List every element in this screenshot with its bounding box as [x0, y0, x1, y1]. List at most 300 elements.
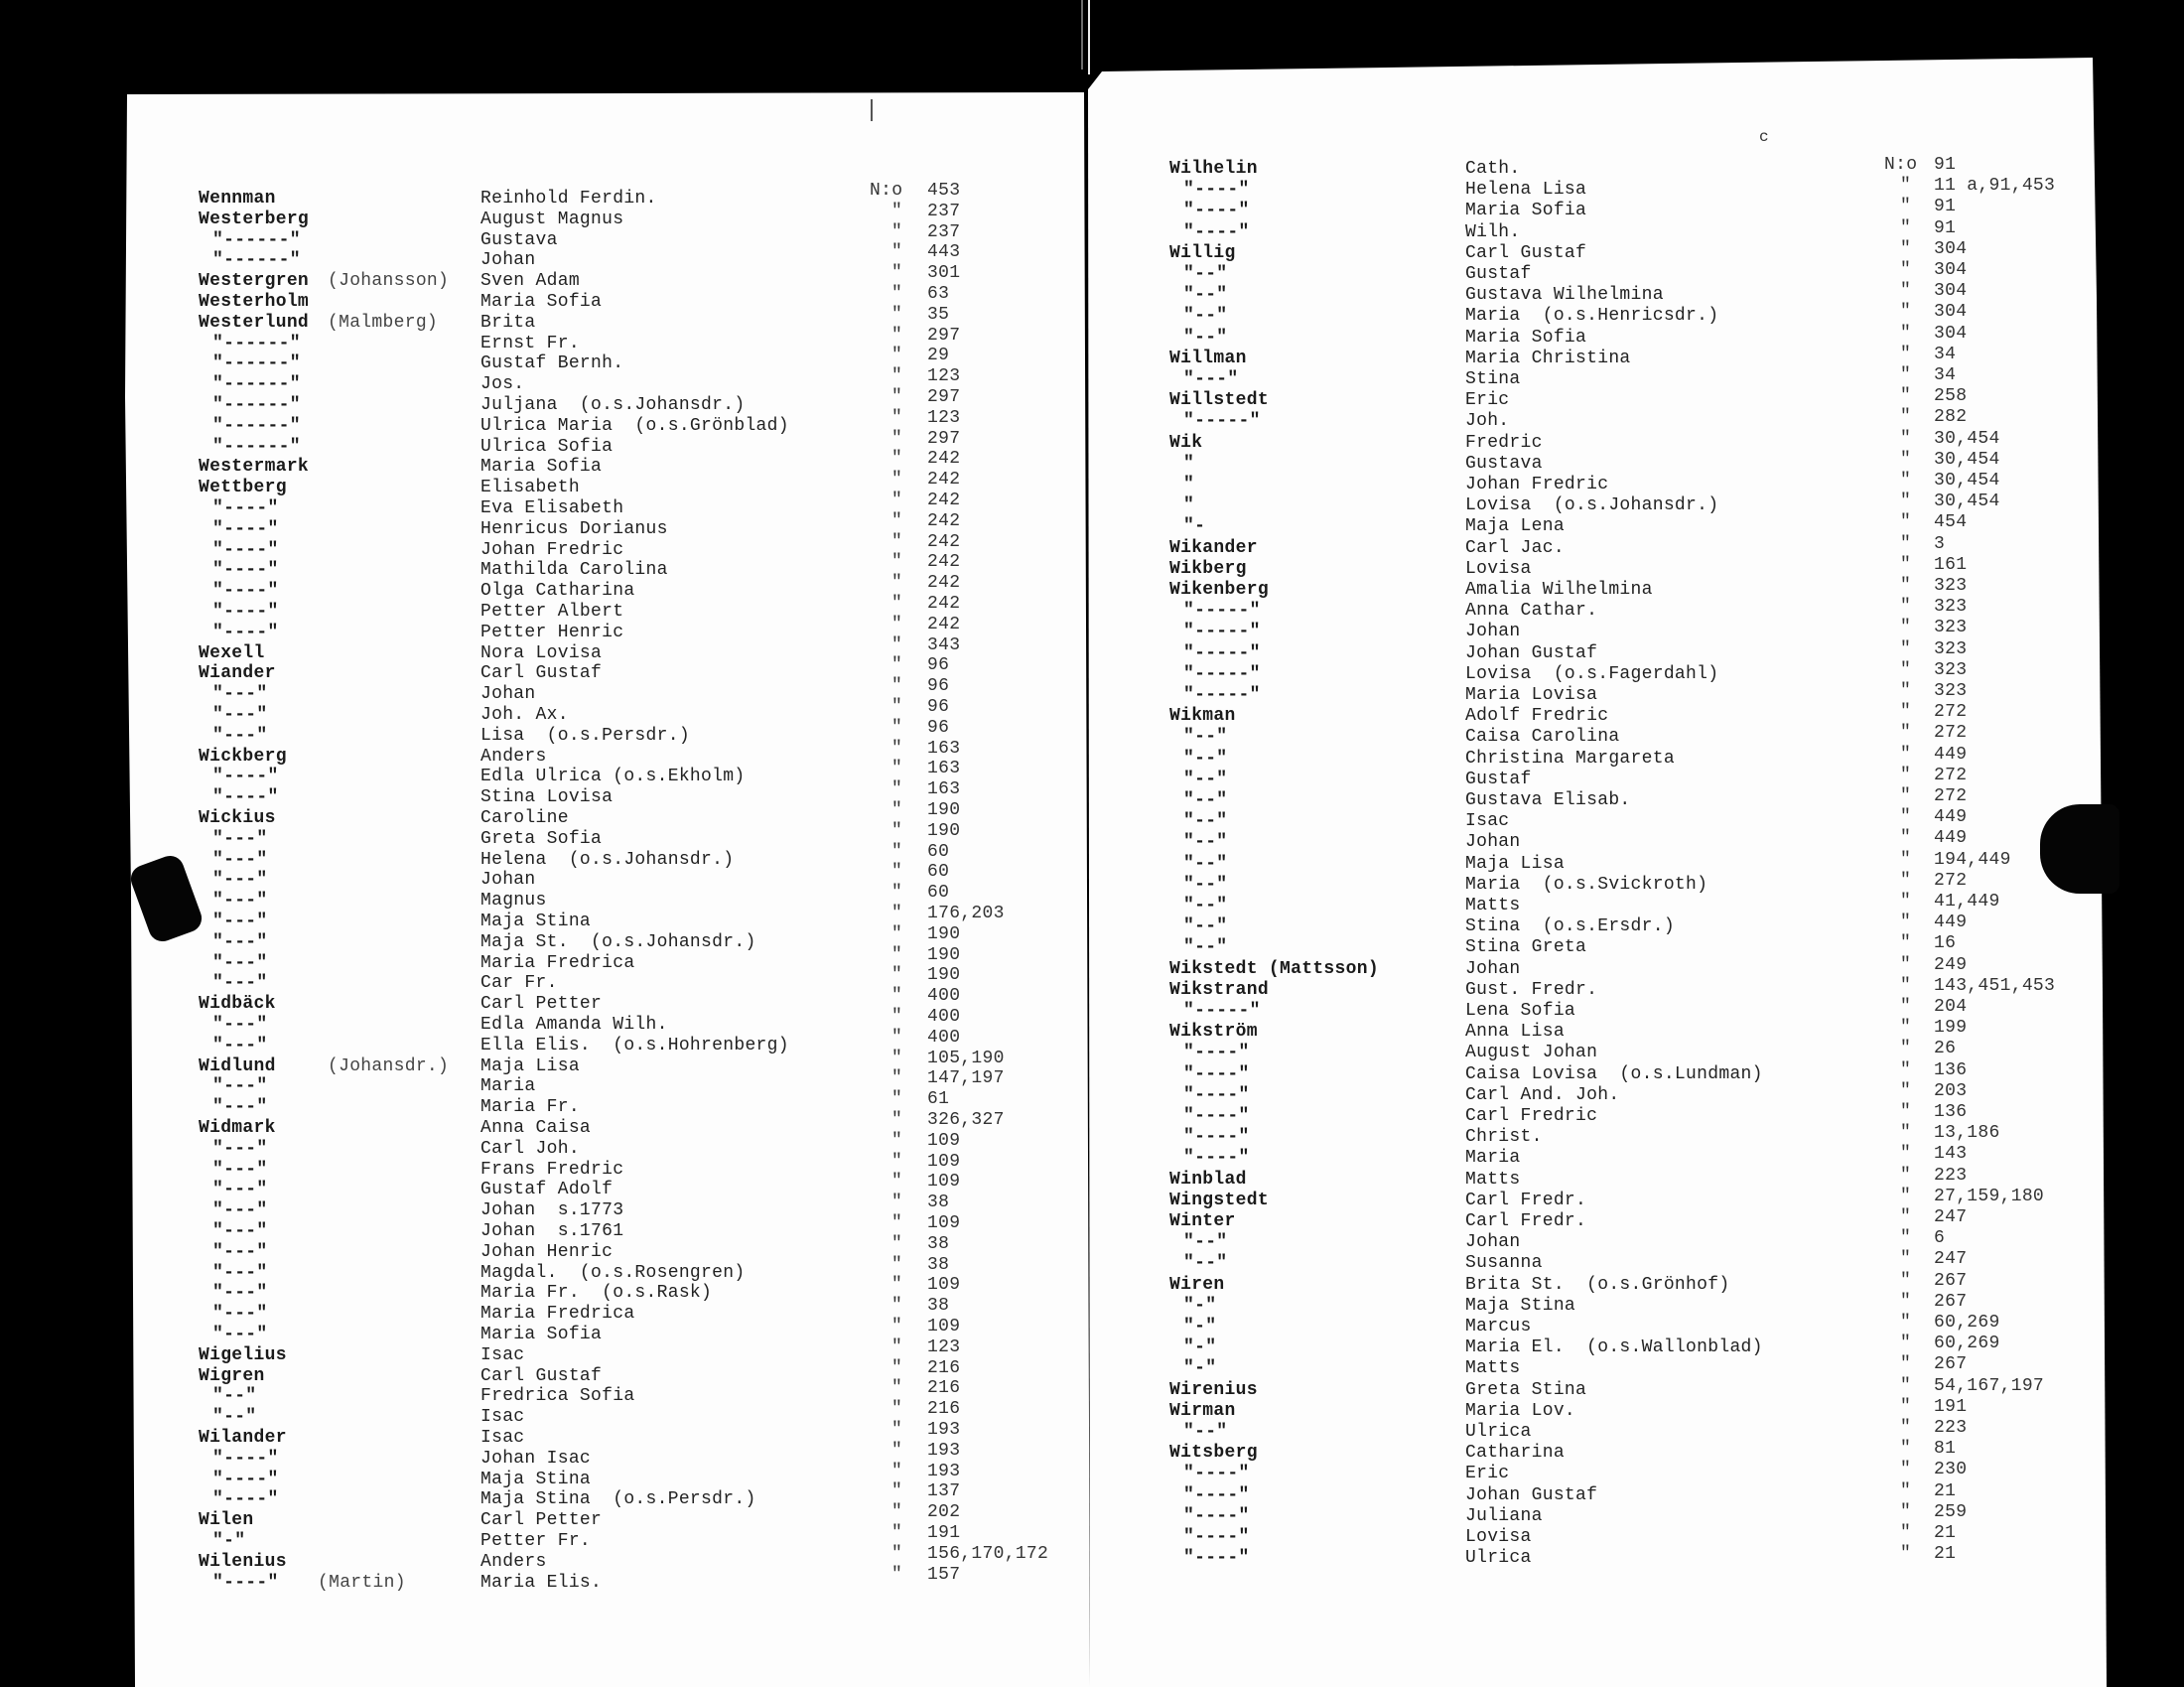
entry-given-name: Maria Lov.: [1465, 1400, 1576, 1421]
entry-no-marker: ": [891, 676, 903, 697]
entry-given-name: Magdal. (o.s.Rosengren): [480, 1262, 746, 1283]
entry-reference-number: 323: [1934, 659, 1968, 680]
entry-surname: "--": [1183, 832, 1228, 853]
entry-surname-note: (Johansson): [328, 271, 450, 292]
entry-no-marker: ": [1900, 1059, 1912, 1080]
entry-reference-number: 190: [927, 944, 961, 965]
entry-surname: "----": [1183, 1127, 1250, 1148]
entry-surname: "----": [212, 498, 279, 518]
entry-no-marker: ": [891, 1151, 903, 1172]
entry-reference-number: 123: [927, 407, 961, 428]
entry-no-marker: ": [1900, 512, 1912, 533]
entry-no-marker: ": [891, 1254, 903, 1275]
entry-given-name: Henricus Dorianus: [480, 518, 668, 539]
entry-no-marker: ": [891, 738, 903, 759]
entry-reference-number: 29: [927, 346, 950, 366]
entry-surname: "-----": [1183, 601, 1261, 622]
entry-reference-number: 304: [1934, 260, 1968, 280]
entry-reference-number: 242: [927, 470, 961, 491]
entry-surname: "-----": [1183, 622, 1261, 642]
entry-no-marker: ": [891, 1461, 903, 1481]
entry-no-marker: ": [1900, 1501, 1912, 1522]
entry-given-name: Matts: [1465, 1169, 1521, 1190]
entry-reference-number: 109: [927, 1317, 961, 1336]
entry-no-marker: ": [1900, 1291, 1912, 1312]
entry-reference-number: 191: [927, 1523, 961, 1543]
entry-surname: "----": [1183, 180, 1250, 201]
entry-no-marker: ": [891, 573, 903, 594]
entry-given-name: Maria Sofia: [1465, 327, 1587, 348]
entry-surname: Wilen: [199, 1510, 254, 1531]
entry-no-marker: ": [1900, 449, 1912, 470]
entry-given-name: Christ.: [1465, 1127, 1543, 1148]
entry-given-name: Magnus: [480, 891, 547, 912]
entry-reference-number: 216: [927, 1357, 961, 1378]
entry-reference-number: 11 a,91,453: [1934, 176, 2056, 197]
entry-given-name: Maria Sofia: [480, 457, 603, 478]
entry-reference-number: 26: [1934, 1039, 1957, 1059]
entry-given-name: Gustava Wilhelmina: [1465, 285, 1664, 306]
entry-surname: Wikenberg: [1169, 580, 1269, 600]
entry-given-name: Caisa Carolina: [1465, 727, 1620, 748]
entry-no-marker: ": [1900, 1018, 1912, 1039]
entry-surname: "---": [212, 1304, 268, 1325]
entry-given-name: Maja Lisa: [480, 1055, 580, 1076]
entry-reference-number: 60,269: [1934, 1313, 2000, 1333]
entry-surname: "---": [212, 1221, 268, 1241]
entry-given-name: Isac: [480, 1344, 525, 1365]
entry-surname: Westerberg: [199, 209, 310, 229]
entry-surname: "-": [212, 1531, 246, 1551]
entry-no-marker: ": [1900, 492, 1912, 512]
entry-given-name: Petter Albert: [480, 602, 624, 622]
entry-no-marker: ": [891, 510, 903, 531]
entry-reference-number: 136: [1934, 1102, 1968, 1122]
entry-surname: "----": [212, 622, 279, 642]
entry-surname: Westerholm: [199, 292, 310, 312]
entry-no-marker: ": [891, 304, 903, 325]
entry-no-marker: ": [1900, 997, 1912, 1017]
entry-no-marker: ": [1900, 765, 1912, 785]
entry-surname: "--": [1183, 748, 1228, 769]
entry-surname: "----": [212, 1469, 279, 1489]
entry-surname: "---": [212, 1180, 268, 1200]
entry-no-marker: ": [1900, 176, 1912, 197]
entry-no-marker: ": [891, 717, 903, 738]
entry-reference-number: 216: [927, 1399, 961, 1420]
entry-reference-number: 91: [1934, 217, 1957, 238]
entry-reference-number: 242: [927, 491, 961, 510]
entry-reference-number: 304: [1934, 323, 1968, 344]
entry-reference-number: 247: [1934, 1249, 1968, 1270]
entry-given-name: Maria Fr. (o.s.Rask): [480, 1283, 713, 1304]
entry-surname: Winblad: [1169, 1169, 1247, 1190]
entry-given-name: Ulrica Sofia: [480, 436, 614, 457]
entry-surname: "----": [1183, 1484, 1250, 1505]
entry-surname: "----": [212, 581, 279, 602]
entry-no-marker: ": [1900, 786, 1912, 806]
entry-no-marker: ": [1900, 365, 1912, 385]
entry-reference-number: 96: [927, 655, 950, 676]
entry-reference-number: 16: [1934, 933, 1957, 954]
entry-given-name: Lovisa: [1465, 558, 1532, 579]
entry-surname: "----": [212, 560, 279, 581]
entry-reference-number: 30,454: [1934, 492, 2000, 512]
entry-reference-number: 30,454: [1934, 471, 2000, 491]
entry-given-name: Nora Lovisa: [480, 642, 603, 663]
entry-surname: ": [1183, 453, 1195, 474]
entry-surname: "---": [212, 725, 268, 746]
entry-surname: "----": [1183, 1063, 1250, 1084]
entry-given-name: Carl Gustaf: [480, 1365, 603, 1386]
entry-reference-number: 323: [1934, 638, 1968, 659]
entry-reference-number: 81: [1934, 1439, 1957, 1460]
entry-given-name: Reinhold Ferdin.: [480, 189, 657, 209]
entry-no-marker: ": [1900, 217, 1912, 238]
entry-given-name: Maria Lovisa: [1465, 685, 1598, 705]
entry-reference-number: 176,203: [927, 904, 1005, 923]
entry-given-name: Johan Henric: [480, 1241, 614, 1262]
entry-given-name: Carl Petter: [480, 1510, 603, 1531]
entry-no-marker: ": [1900, 1186, 1912, 1206]
entry-no-marker: ": [1900, 1039, 1912, 1059]
entry-surname: "---": [212, 952, 268, 973]
entry-reference-number: 449: [1934, 744, 1968, 765]
entry-reference-number: 242: [927, 531, 961, 552]
entry-no-marker: ": [891, 1399, 903, 1420]
entry-reference-number: 38: [927, 1296, 950, 1317]
entry-reference-number: 27,159,180: [1934, 1186, 2045, 1206]
entry-reference-number: 297: [927, 325, 961, 346]
entry-surname: Wilenius: [199, 1551, 287, 1572]
entry-given-name: Lovisa: [1465, 1527, 1532, 1547]
entry-no-marker: ": [1900, 849, 1912, 870]
entry-surname: "----": [1183, 1527, 1250, 1547]
entry-surname: Witsberg: [1169, 1443, 1258, 1464]
entry-surname: Wirenius: [1169, 1379, 1258, 1400]
entry-surname: "----": [212, 1448, 279, 1469]
entry-reference-number: 247: [1934, 1207, 1968, 1227]
entry-reference-number: 38: [927, 1254, 950, 1275]
entry-surname: "--": [1183, 1232, 1228, 1253]
entry-given-name: Johan s.1761: [480, 1221, 624, 1241]
entry-surname: "--": [212, 1407, 257, 1428]
entry-reference-number: 63: [927, 284, 950, 304]
entry-reference-number: 304: [1934, 238, 1968, 259]
entry-reference-number: 96: [927, 717, 950, 738]
entry-reference-number: 163: [927, 738, 961, 759]
entry-reference-number: 91: [1934, 155, 1957, 175]
right-binder-clip: [2040, 804, 2119, 894]
entry-surname: Wikström: [1169, 1022, 1258, 1043]
entry-surname: "---": [212, 1325, 268, 1344]
entry-given-name: Greta Stina: [1465, 1379, 1587, 1400]
entry-no-marker: ": [891, 407, 903, 428]
entry-surname: "---": [212, 973, 268, 994]
entry-given-name: Johan s.1773: [480, 1200, 624, 1221]
entry-reference-number: 242: [927, 614, 961, 634]
entry-given-name: August Magnus: [480, 209, 624, 229]
entry-given-name: Johan: [1465, 1232, 1521, 1253]
entry-given-name: Olga Catharina: [480, 581, 635, 602]
entry-reference-number: 272: [1934, 786, 1968, 806]
entry-surname: Willstedt: [1169, 390, 1269, 411]
entry-given-name: Johan: [480, 870, 536, 891]
entry-given-name: Stina Lovisa: [480, 787, 614, 808]
entry-no-marker: ": [891, 923, 903, 944]
entry-given-name: Maria Fredrica: [480, 1304, 635, 1325]
entry-given-name: Maria Christina: [1465, 348, 1631, 368]
entry-given-name: Lisa (o.s.Persdr.): [480, 725, 690, 746]
entry-given-name: Carl Petter: [480, 994, 603, 1015]
entry-no-marker: ": [891, 759, 903, 779]
entry-reference-number: 242: [927, 594, 961, 614]
entry-surname: "--": [1183, 937, 1228, 958]
entry-surname: "------": [212, 229, 301, 250]
entry-surname: "------": [212, 353, 301, 374]
entry-no-marker: ": [891, 883, 903, 904]
entry-surname: "--": [1183, 727, 1228, 748]
entry-no-marker: ": [891, 449, 903, 470]
entry-no-marker: ": [1900, 1375, 1912, 1396]
entry-surname: Winter: [1169, 1211, 1236, 1231]
entry-surname: "-: [1183, 516, 1206, 537]
entry-reference-number: 242: [927, 552, 961, 573]
entry-reference-number: 249: [1934, 954, 1968, 975]
entry-given-name: Gustava: [1465, 453, 1543, 474]
entry-no-marker: ": [891, 1440, 903, 1461]
entry-surname: "--": [1183, 285, 1228, 306]
entry-surname: "---": [212, 1200, 268, 1221]
entry-surname-note: (Johansdr.): [328, 1055, 450, 1076]
entry-reference-number: 143,451,453: [1934, 975, 2056, 996]
entry-no-marker: ": [1900, 1102, 1912, 1122]
entry-no-marker: ": [891, 655, 903, 676]
entry-given-name: Johan: [1465, 832, 1521, 853]
entry-reference-number: 13,186: [1934, 1123, 2000, 1144]
entry-no-marker: ": [891, 634, 903, 655]
entry-no-marker: ": [1900, 744, 1912, 765]
entry-reference-number: 267: [1934, 1270, 1968, 1291]
entry-reference-number: 272: [1934, 765, 1968, 785]
entry-given-name: Fredrica Sofia: [480, 1386, 635, 1407]
entry-given-name: Stina Greta: [1465, 937, 1587, 958]
entry-reference-number: 304: [1934, 302, 1968, 323]
entry-no-marker: ": [891, 1523, 903, 1543]
entry-reference-number: 109: [927, 1130, 961, 1151]
entry-reference-number: 190: [927, 800, 961, 820]
entry-no-marker: ": [1900, 597, 1912, 618]
entry-no-marker: ": [1900, 1165, 1912, 1186]
entry-surname: "--": [1183, 769, 1228, 789]
entry-surname: "--": [1183, 916, 1228, 937]
entry-given-name: Maria Sofia: [480, 292, 603, 312]
entry-reference-number: 191: [1934, 1396, 1968, 1417]
entry-reference-number: 60: [927, 841, 950, 862]
entry-reference-number: 323: [1934, 681, 1968, 701]
entry-no-marker: ": [891, 1172, 903, 1193]
entry-given-name: Elisabeth: [480, 478, 580, 498]
entry-reference-number: 156,170,172: [927, 1543, 1049, 1564]
entry-given-name: Johan Gustaf: [1465, 642, 1598, 663]
entry-given-name: Greta Sofia: [480, 828, 603, 849]
entry-no-marker: ": [1900, 1080, 1912, 1101]
entry-reference-number: 21: [1934, 1480, 1957, 1501]
entry-surname: "--": [1183, 790, 1228, 810]
entry-surname: "----": [212, 767, 279, 787]
entry-given-name: Eric: [1465, 390, 1510, 411]
entry-no-marker: ": [891, 1233, 903, 1254]
entry-reference-number: 400: [927, 1007, 961, 1027]
entry-no-marker: ": [891, 263, 903, 284]
entry-surname: "--": [1183, 327, 1228, 348]
entry-given-name: Anna Lisa: [1465, 1022, 1565, 1043]
entry-given-name: Maria (o.s.Henricsdr.): [1465, 306, 1719, 327]
entry-no-marker: ": [1900, 386, 1912, 407]
entry-reference-number: 304: [1934, 281, 1968, 302]
entry-reference-number: 163: [927, 759, 961, 779]
entry-reference-number: 190: [927, 820, 961, 841]
entry-given-name: Maria: [1465, 1148, 1521, 1169]
entry-no-marker: ": [891, 1130, 903, 1151]
entry-no-marker: ": [891, 779, 903, 800]
entry-reference-number: 242: [927, 573, 961, 594]
entry-surname: "---": [212, 1241, 268, 1262]
entry-reference-number: 38: [927, 1233, 950, 1254]
entry-no-marker: ": [891, 221, 903, 242]
entry-no-marker: N:o: [870, 181, 903, 201]
entry-reference-number: 105,190: [927, 1048, 1005, 1068]
entry-given-name: Anders: [480, 1551, 547, 1572]
entry-no-marker: ": [891, 1275, 903, 1296]
entry-given-name: Ernst Fr.: [480, 333, 580, 353]
entry-given-name: Joh.: [1465, 411, 1510, 432]
entry-reference-number: 343: [927, 634, 961, 655]
entry-reference-number: 199: [1934, 1018, 1968, 1039]
entry-surname: Wettberg: [199, 478, 287, 498]
entry-given-name: Maja Lisa: [1465, 853, 1565, 874]
entry-given-name: Maja St. (o.s.Johansdr.): [480, 931, 756, 952]
entry-surname: "--": [212, 1386, 257, 1407]
entry-no-marker: ": [1900, 870, 1912, 891]
entry-surname: "-----": [1183, 1001, 1261, 1021]
entry-given-name: Edla Amanda Wilh.: [480, 1015, 668, 1035]
entry-surname: "----": [1183, 1148, 1250, 1169]
entry-given-name: Johan: [480, 250, 536, 271]
entry-given-name: Brita St. (o.s.Grönhof): [1465, 1274, 1730, 1295]
entry-reference-number: 147,197: [927, 1068, 1005, 1089]
entry-given-name: Lena Sofia: [1465, 1001, 1576, 1021]
entry-reference-number: 216: [927, 1378, 961, 1399]
entry-reference-number: 157: [927, 1564, 961, 1585]
entry-given-name: Anna Cathar.: [1465, 601, 1598, 622]
entry-surname: Wexell: [199, 642, 265, 663]
entry-reference-number: 282: [1934, 407, 1968, 428]
entry-reference-number: 34: [1934, 344, 1957, 364]
entry-surname-note: (Malmberg): [328, 312, 439, 333]
entry-given-name: Carl Gustaf: [480, 663, 603, 684]
entry-reference-number: 237: [927, 221, 961, 242]
entry-surname: Wingstedt: [1169, 1190, 1269, 1210]
entry-no-marker: ": [891, 904, 903, 923]
entry-no-marker: ": [891, 1502, 903, 1523]
entry-surname: "----": [1183, 221, 1250, 242]
entry-surname: Wickius: [199, 808, 276, 828]
entry-surname: Wikstrand: [1169, 979, 1269, 1000]
entry-given-name: Juljana (o.s.Johansdr.): [480, 395, 746, 415]
entry-given-name: Carl Fredric: [1465, 1106, 1598, 1126]
entry-given-name: Isac: [480, 1428, 525, 1448]
entry-given-name: Marcus: [1465, 1317, 1532, 1336]
entry-given-name: Stina (o.s.Ersdr.): [1465, 916, 1675, 937]
entry-given-name: Maja Stina (o.s.Persdr.): [480, 1489, 756, 1510]
entry-reference-number: 109: [927, 1172, 961, 1193]
entry-given-name: Johan: [1465, 622, 1521, 642]
entry-reference-number: 190: [927, 965, 961, 986]
entry-surname: "----": [212, 1489, 279, 1510]
entry-given-name: Frans Fredric: [480, 1159, 624, 1180]
entry-surname: "----": [1183, 1505, 1250, 1526]
entry-reference-number: 267: [1934, 1354, 1968, 1375]
entry-reference-number: 272: [1934, 870, 1968, 891]
entry-reference-number: 109: [927, 1275, 961, 1296]
entry-given-name: Gustava Elisab.: [1465, 790, 1631, 810]
entry-surname: "---": [212, 705, 268, 725]
entry-given-name: Catharina: [1465, 1443, 1565, 1464]
entry-reference-number: 61: [927, 1089, 950, 1110]
entry-reference-number: 137: [927, 1481, 961, 1502]
entry-no-marker: ": [891, 325, 903, 346]
entry-surname: Widmark: [199, 1118, 276, 1138]
entry-surname: Wilhelin: [1169, 159, 1258, 179]
entry-given-name: Carl Fredr.: [1465, 1211, 1587, 1231]
entry-reference-number: 326,327: [927, 1110, 1005, 1130]
entry-surname: Widlund: [199, 1055, 276, 1076]
entry-surname: "----": [212, 787, 279, 808]
entry-no-marker: ": [891, 1068, 903, 1089]
entry-surname: "--": [1183, 1253, 1228, 1274]
entry-no-marker: ": [1900, 344, 1912, 364]
entry-surname: ": [1183, 475, 1195, 494]
entry-surname: Wiren: [1169, 1274, 1225, 1295]
entry-no-marker: ": [891, 470, 903, 491]
entry-no-marker: ": [1900, 533, 1912, 554]
entry-surname: Wirman: [1169, 1400, 1236, 1421]
entry-no-marker: ": [1900, 1123, 1912, 1144]
entry-no-marker: ": [1900, 1523, 1912, 1543]
entry-no-marker: ": [1900, 471, 1912, 491]
entry-given-name: Gustaf Adolf: [480, 1180, 614, 1200]
entry-surname: "---": [212, 849, 268, 870]
entry-reference-number: 109: [927, 1213, 961, 1233]
entry-surname: "----": [1183, 1548, 1250, 1569]
entry-surname: "----": [1183, 1464, 1250, 1484]
entry-reference-number: 230: [1934, 1460, 1968, 1480]
entry-no-marker: ": [1900, 1396, 1912, 1417]
entry-surname: "---": [212, 1159, 268, 1180]
entry-reference-number: 400: [927, 1027, 961, 1048]
entry-given-name: Johan Isac: [480, 1448, 592, 1469]
entry-given-name: Edla Ulrica (o.s.Ekholm): [480, 767, 746, 787]
entry-surname: "--": [1183, 1422, 1228, 1442]
entry-no-marker: ": [891, 531, 903, 552]
entry-no-marker: ": [1900, 659, 1912, 680]
entry-reference-number: 41,449: [1934, 892, 2000, 912]
entry-surname: "----": [1183, 1106, 1250, 1126]
entry-no-marker: ": [891, 841, 903, 862]
entry-reference-number: 6: [1934, 1228, 1946, 1249]
entry-reference-number: 60: [927, 862, 950, 883]
